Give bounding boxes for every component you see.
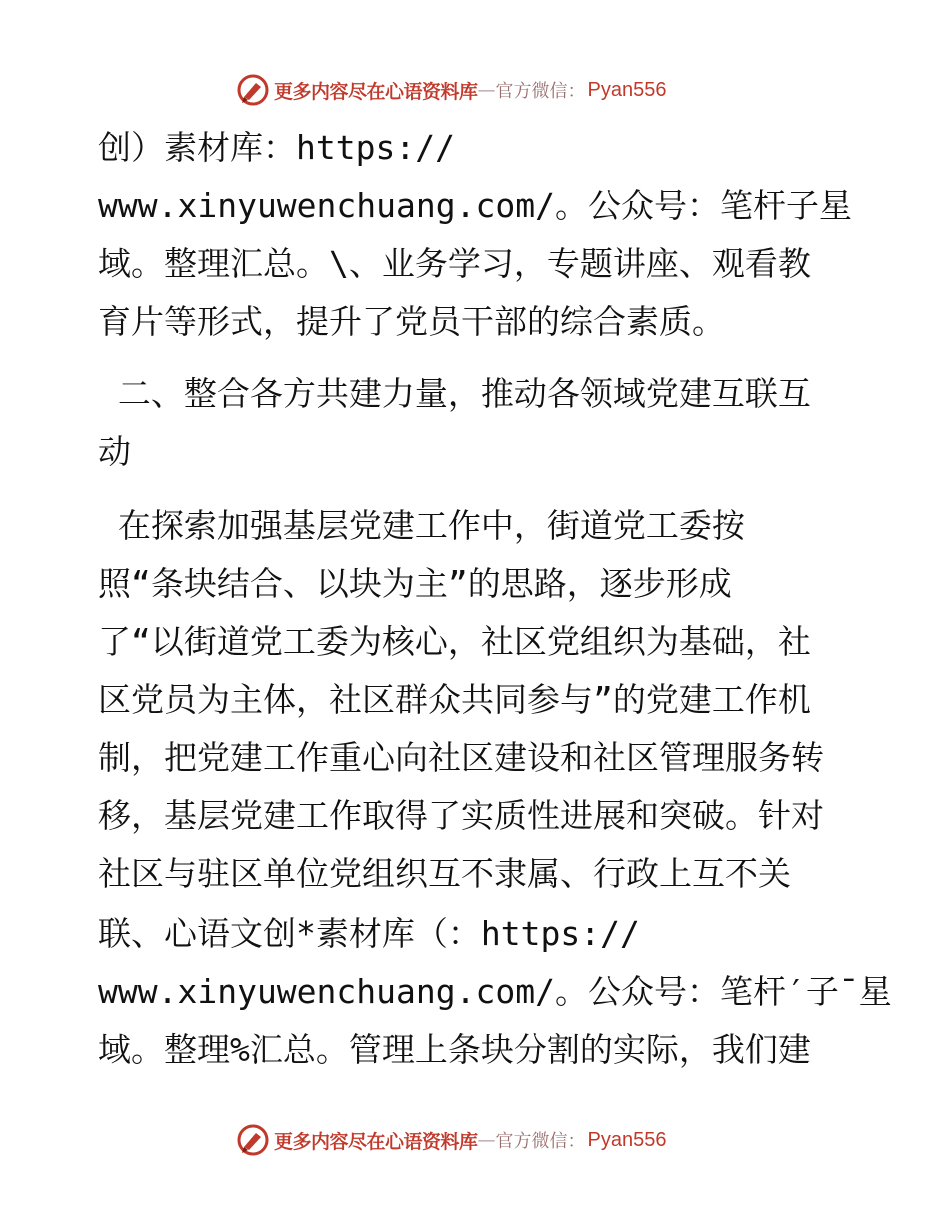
body-line: 创）素材库：https:// xyxy=(98,128,455,167)
banner-title: 更多内容尽在心语资料库 xyxy=(274,1130,478,1153)
body-line: 育片等形式，提升了党员干部的综合素质。 xyxy=(98,302,725,341)
body-line: 照“条块结合、以块为主”的思路，逐步形成 xyxy=(98,564,732,603)
pen-logo-icon xyxy=(236,1123,270,1157)
footer-banner xyxy=(236,1120,716,1160)
banner-title: 更多内容尽在心语资料库 xyxy=(274,80,478,103)
body-line: 联、心语文创*素材库（：https:// xyxy=(98,914,640,953)
body-line: 区党员为主体，社区群众共同参与”的党建工作机 xyxy=(98,680,811,719)
body-line: 了“以街道党工委为核心，社区党组织为基础，社 xyxy=(98,622,811,661)
body-line: www.xinyuwenchuang.com/。公众号：笔杆′子¯星 xyxy=(98,972,892,1011)
body-line: 域。整理汇总。\、业务学习，专题讲座、观看教 xyxy=(98,244,811,283)
banner-wechat-label: 官方微信： xyxy=(495,81,586,102)
header-banner xyxy=(236,70,716,110)
section-heading: 二、整合各方共建力量，推动各领域党建互联互 xyxy=(98,374,811,413)
banner-wechat-id: Pyan556 xyxy=(587,78,667,101)
body-line: 社区与驻区单位党组织互不隶属、行政上互不关 xyxy=(98,854,791,893)
section-heading-cont: 动 xyxy=(98,432,131,471)
banner-wechat-id: Pyan556 xyxy=(587,1128,667,1151)
pen-logo-icon xyxy=(236,73,270,107)
banner-separator: — xyxy=(477,79,496,101)
banner-wechat-label: 官方微信： xyxy=(495,1131,586,1152)
body-line: 制，把党建工作重心向社区建设和社区管理服务转 xyxy=(98,738,824,777)
banner-separator: — xyxy=(477,1129,496,1151)
body-line: www.xinyuwenchuang.com/。公众号：笔杆子星 xyxy=(98,186,852,225)
body-line: 域。整理%汇总。管理上条块分割的实际，我们建 xyxy=(98,1030,811,1069)
body-line: 移，基层党建工作取得了实质性进展和突破。针对 xyxy=(98,796,824,835)
body-line: 在探索加强基层党建工作中，街道党工委按 xyxy=(98,506,745,545)
